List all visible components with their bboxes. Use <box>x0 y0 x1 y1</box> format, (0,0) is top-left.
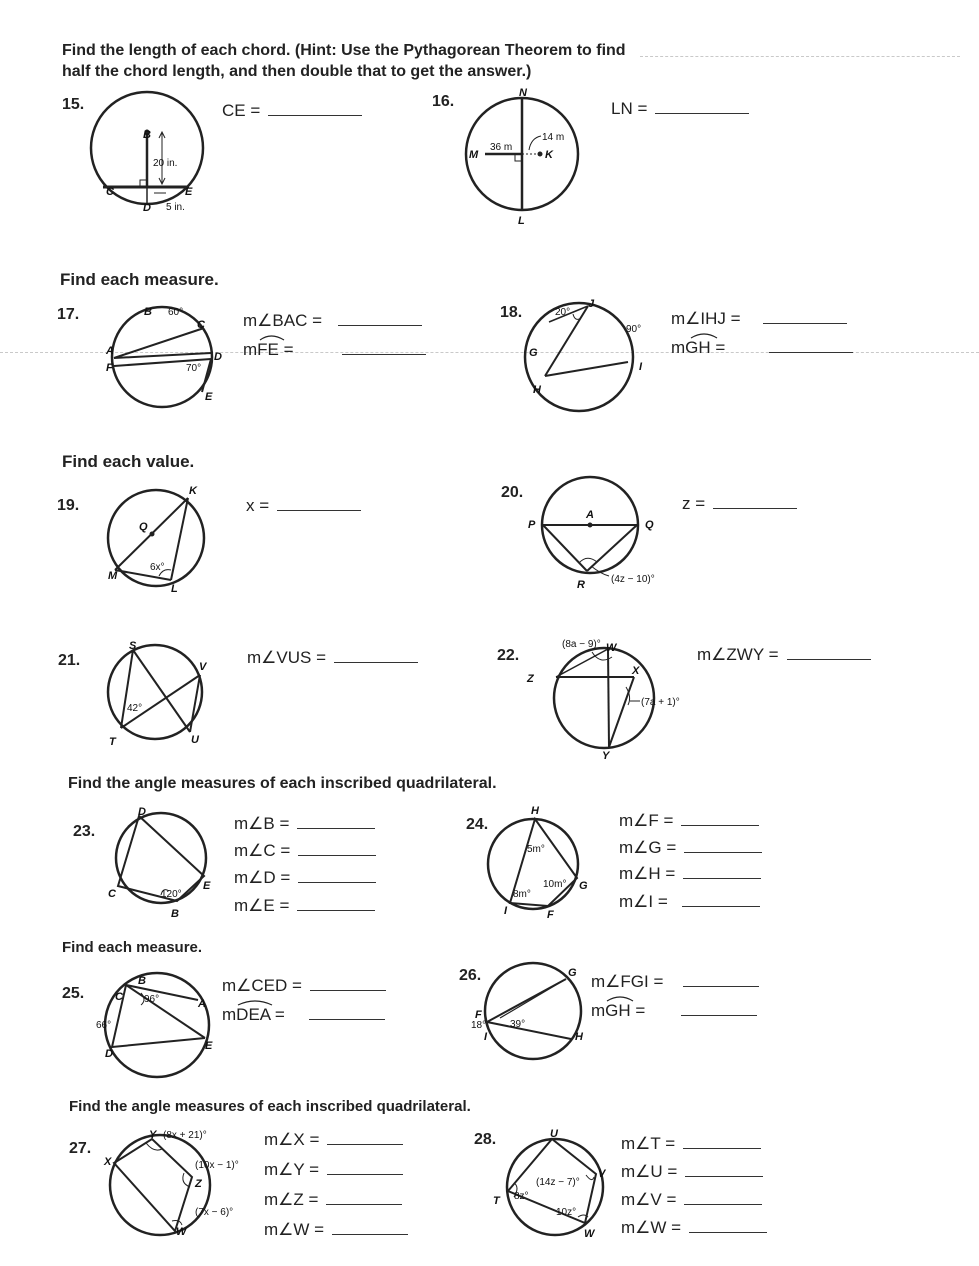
measure-label: 120° <box>161 889 182 900</box>
measure-label: (7a + 1)° <box>641 697 680 708</box>
arc-symbol <box>236 999 276 1007</box>
circle-diagram-18 <box>525 300 665 415</box>
point-label: C <box>106 186 114 198</box>
answer-label: m∠V = <box>621 1190 677 1209</box>
blank-line <box>338 324 422 326</box>
answer-blank[interactable] <box>619 838 762 858</box>
circle-diagram-20 <box>525 470 675 595</box>
arc-symbol <box>605 995 637 1003</box>
answer-label: m∠C = <box>234 841 291 860</box>
point-label: B <box>144 306 152 318</box>
circle-diagram-23 <box>105 805 225 920</box>
point-label: K <box>189 485 197 497</box>
circle-diagram-22 <box>520 635 705 765</box>
blank-line <box>683 1147 761 1149</box>
point-label: N <box>519 87 527 99</box>
circle-diagram-17 <box>100 300 235 420</box>
problem-number: 17. <box>57 306 80 323</box>
circle-diagram-26 <box>470 960 600 1065</box>
blank-line <box>334 661 418 663</box>
circle-outline <box>554 648 654 748</box>
inscribed-quad-heading: Find the angle measures of each inscribed quadrilateral. <box>68 775 497 792</box>
blank-line <box>684 1203 762 1205</box>
point-label: I <box>639 361 643 373</box>
measure-label: 18° <box>471 1020 487 1031</box>
measure-label: 66° <box>96 1020 112 1031</box>
arc-symbol <box>689 332 721 340</box>
point-label: C <box>197 319 205 331</box>
inscribed-quad-heading-2: Find the angle measures of each inscribed quadrilateral. <box>69 1098 471 1115</box>
blank-line <box>298 881 376 883</box>
point-label: X <box>632 665 640 677</box>
circle-diagram-25 <box>95 970 225 1085</box>
blank-line <box>713 507 797 509</box>
blank-line <box>309 1018 385 1020</box>
answer-blank[interactable] <box>619 864 761 884</box>
measure-label: 10z° <box>556 1207 577 1218</box>
answer-label: x = <box>246 496 270 515</box>
point-label: Z <box>527 673 534 685</box>
find-measure-heading-2: Find each measure. <box>62 939 203 956</box>
measure-label: 42° <box>127 703 143 714</box>
point-label: U <box>191 734 199 746</box>
measure-label: 90° <box>626 324 642 335</box>
answer-blank[interactable] <box>264 1190 402 1210</box>
answer-blank[interactable] <box>234 814 375 834</box>
answer-blank[interactable] <box>621 1134 761 1154</box>
answer-label: m∠E = <box>234 896 290 915</box>
answer-blank[interactable] <box>671 338 853 358</box>
chord-line <box>190 675 200 732</box>
chord-line <box>587 525 637 571</box>
point-label: G <box>529 347 538 359</box>
point-label: Y <box>149 1129 157 1141</box>
answer-blank[interactable] <box>621 1162 763 1182</box>
blank-line <box>683 985 759 987</box>
point-label: T <box>493 1195 500 1207</box>
problem-number: 24. <box>466 816 489 833</box>
answer-label: m∠I = <box>619 892 668 911</box>
answer-label: mFE = <box>243 340 294 359</box>
measure-label: (7x − 6)° <box>195 1207 234 1218</box>
angle-arc <box>579 558 597 563</box>
problem-number: 18. <box>500 304 523 321</box>
point-label: F <box>106 362 113 374</box>
answer-label: m∠T = <box>621 1134 676 1153</box>
blank-line <box>685 1175 763 1177</box>
blank-line <box>297 827 375 829</box>
measure-label: 60° <box>168 307 184 318</box>
point-label: C <box>115 991 123 1003</box>
point-label: B <box>143 129 151 141</box>
circle-diagram-16 <box>465 84 605 229</box>
answer-label: m∠FGI = <box>591 972 664 991</box>
answer-label: CE = <box>222 101 261 120</box>
blank-line <box>310 989 386 991</box>
point-label: R <box>577 579 585 591</box>
blank-line <box>277 509 361 511</box>
point-label: B <box>138 975 146 987</box>
point-label: V <box>598 1168 606 1180</box>
measure-label: (4z − 10)° <box>611 574 655 585</box>
point-label: G <box>579 880 588 892</box>
answer-blank[interactable] <box>264 1160 403 1180</box>
circle-diagram-28 <box>490 1125 620 1245</box>
answer-blank[interactable] <box>619 892 760 912</box>
point-label: D <box>138 806 146 818</box>
chord-line <box>487 1022 571 1039</box>
answer-label: m∠D = <box>234 868 291 887</box>
answer-label: m∠VUS = <box>247 648 327 667</box>
chord-line <box>545 362 628 376</box>
point-label: K <box>545 149 553 161</box>
measure-label: 36 m <box>490 142 513 153</box>
chord-line <box>543 525 587 571</box>
measure-label: (8a − 9)° <box>562 639 601 650</box>
blank-line <box>326 1203 402 1205</box>
circle-outline <box>105 973 209 1077</box>
answer-blank[interactable] <box>243 311 422 331</box>
answer-label: m∠U = <box>621 1162 678 1181</box>
measure-label: 8m° <box>513 889 531 900</box>
problem-number: 15. <box>62 96 85 113</box>
point-label: H <box>533 384 541 396</box>
blank-line <box>689 1231 767 1233</box>
measure-label: 5 in. <box>166 202 185 213</box>
point-label: D <box>143 202 151 214</box>
answer-blank[interactable] <box>247 648 418 668</box>
answer-blank[interactable] <box>264 1130 403 1150</box>
page-crease <box>640 56 960 57</box>
point-label: P <box>528 519 536 531</box>
answer-blank[interactable] <box>611 99 749 119</box>
answer-blank[interactable] <box>591 972 759 992</box>
point-label: C <box>108 888 116 900</box>
measure-label: 8z° <box>514 1191 529 1202</box>
measure-label: 14 m <box>542 132 565 143</box>
problem-number: 26. <box>459 967 482 984</box>
problem-number: 21. <box>58 652 81 669</box>
answer-label: m∠BAC = <box>243 311 323 330</box>
answer-label: m∠H = <box>619 864 676 883</box>
answer-label: m∠G = <box>619 838 677 857</box>
problem-number: 25. <box>62 985 85 1002</box>
point-label: W <box>584 1228 595 1240</box>
answer-label: m∠Z = <box>264 1190 319 1209</box>
problem-number: 19. <box>57 497 80 514</box>
answer-label: m∠W = <box>621 1218 682 1237</box>
leader-line <box>529 136 541 150</box>
answer-blank[interactable] <box>222 1005 385 1025</box>
answer-label: mGH = <box>671 338 726 357</box>
measure-label: 70° <box>186 363 202 374</box>
point-label: S <box>129 640 137 652</box>
circle-diagram-24 <box>485 800 600 925</box>
answer-blank[interactable] <box>234 896 375 916</box>
blank-line <box>342 353 426 355</box>
point-label: Q <box>645 519 654 531</box>
blank-line <box>684 851 762 853</box>
point-label: F <box>547 909 554 921</box>
angle-arc <box>573 314 581 319</box>
answer-label: m∠B = <box>234 814 290 833</box>
problem-number: 28. <box>474 1131 497 1148</box>
blank-line <box>681 1014 757 1016</box>
point-label: L <box>518 215 525 227</box>
problem-number: 20. <box>501 484 524 501</box>
answer-label: m∠CED = <box>222 976 302 995</box>
point-label: M <box>469 149 479 161</box>
blank-line <box>327 1173 403 1175</box>
measure-label: 6x° <box>150 562 165 573</box>
circle-diagram-27 <box>100 1125 260 1245</box>
answer-blank[interactable] <box>246 496 361 516</box>
answer-label: m∠F = <box>619 811 674 830</box>
find-measure-heading: Find each measure. <box>60 270 219 289</box>
answer-blank[interactable] <box>682 494 797 514</box>
blank-line <box>298 854 376 856</box>
answer-label: m∠Y = <box>264 1160 320 1179</box>
answer-blank[interactable] <box>222 976 386 996</box>
point-label: A <box>198 998 206 1010</box>
blank-line <box>763 322 847 324</box>
answer-blank[interactable] <box>243 340 426 360</box>
center-point <box>150 532 155 537</box>
blank-line <box>769 351 853 353</box>
chord-line <box>609 677 634 747</box>
point-label: W <box>606 642 617 654</box>
measure-label: (8x + 21)° <box>163 1130 207 1141</box>
point-label: D <box>105 1048 113 1060</box>
measure-label: 20° <box>555 307 571 318</box>
point-label: H <box>531 805 539 817</box>
chord-instructions-line2: half the chord length, and then double that to get the answer.) <box>62 63 532 80</box>
point-label: J <box>588 298 595 310</box>
arc-symbol <box>258 334 288 342</box>
answer-label: m∠X = <box>264 1130 320 1149</box>
answer-blank[interactable] <box>619 811 759 831</box>
point-label: I <box>484 1031 488 1043</box>
measure-label: 10m° <box>543 879 567 890</box>
problem-number: 27. <box>69 1140 92 1157</box>
answer-label: mDEA = <box>222 1005 285 1024</box>
circle-outline <box>485 963 581 1059</box>
circle-diagram-21 <box>105 635 215 750</box>
answer-label: m∠W = <box>264 1220 325 1239</box>
find-value-heading: Find each value. <box>62 452 195 471</box>
point-label: T <box>109 736 116 748</box>
point-label: M <box>108 570 118 582</box>
problem-number: 22. <box>497 647 520 664</box>
blank-line <box>683 877 761 879</box>
measure-label: 96° <box>144 994 160 1005</box>
circle-diagram-19 <box>105 480 215 595</box>
blank-line <box>297 909 375 911</box>
point-label: V <box>199 661 207 673</box>
point-label: Z <box>195 1178 202 1190</box>
measure-label: 39° <box>510 1019 526 1030</box>
point-label: Y <box>602 750 610 762</box>
point-label: U <box>550 1128 558 1140</box>
answer-blank[interactable] <box>621 1218 767 1238</box>
point-label: G <box>568 967 577 979</box>
point-label: F <box>475 1009 482 1021</box>
angle-arc <box>586 1175 594 1180</box>
inscribed-quadrilateral <box>114 1139 192 1231</box>
answer-blank[interactable] <box>697 645 871 665</box>
point-label: Q <box>139 521 148 533</box>
answer-blank[interactable] <box>671 309 847 329</box>
answer-label: m∠IHJ = <box>671 309 741 328</box>
point-label: D <box>214 351 222 363</box>
measure-label: (14z − 7)° <box>536 1177 580 1188</box>
answer-label: m∠ZWY = <box>697 645 779 664</box>
answer-label: mGH = <box>591 1001 646 1020</box>
circle-outline <box>488 819 578 909</box>
problem-number: 23. <box>73 823 96 840</box>
chord-line <box>121 650 133 728</box>
answer-blank[interactable] <box>591 1001 757 1021</box>
point-label: A <box>586 509 594 521</box>
chord-line <box>500 979 566 1018</box>
point-label: E <box>205 1040 213 1052</box>
answer-label: LN = <box>611 99 648 118</box>
point-label: I <box>504 905 508 917</box>
blank-line <box>681 824 759 826</box>
point-label: E <box>205 391 213 403</box>
measure-label: (10x − 1)° <box>195 1160 239 1171</box>
circle-diagram-15 <box>80 84 220 224</box>
point-label: A <box>106 345 114 357</box>
chord-line <box>133 650 190 732</box>
point-label: X <box>104 1156 112 1168</box>
center-point <box>538 152 543 157</box>
chord-instructions-line1: Find the length of each chord. (Hint: Use the Pythagorean Theorem to find <box>62 42 626 59</box>
point-label: W <box>176 1226 187 1238</box>
blank-line <box>332 1233 408 1235</box>
measure-label: 5m° <box>527 844 545 855</box>
point-label: H <box>575 1031 583 1043</box>
blank-line <box>682 905 760 907</box>
point-label: E <box>203 880 211 892</box>
point-label: E <box>185 186 193 198</box>
chord-line <box>121 675 200 728</box>
center-point <box>588 523 593 528</box>
answer-blank[interactable] <box>264 1220 408 1240</box>
problem-number: 16. <box>432 93 455 110</box>
blank-line <box>268 114 362 116</box>
chord-line <box>608 649 609 747</box>
blank-line <box>655 112 749 114</box>
point-label: L <box>171 583 178 595</box>
answer-blank[interactable] <box>234 868 376 888</box>
blank-line <box>327 1143 403 1145</box>
answer-blank[interactable] <box>234 841 376 861</box>
chord-line <box>171 498 188 580</box>
blank-line <box>787 658 871 660</box>
answer-label: z = <box>682 494 706 513</box>
measure-label: 20 in. <box>153 158 178 169</box>
point-label: B <box>171 908 179 920</box>
answer-blank[interactable] <box>222 101 362 121</box>
answer-blank[interactable] <box>621 1190 762 1210</box>
